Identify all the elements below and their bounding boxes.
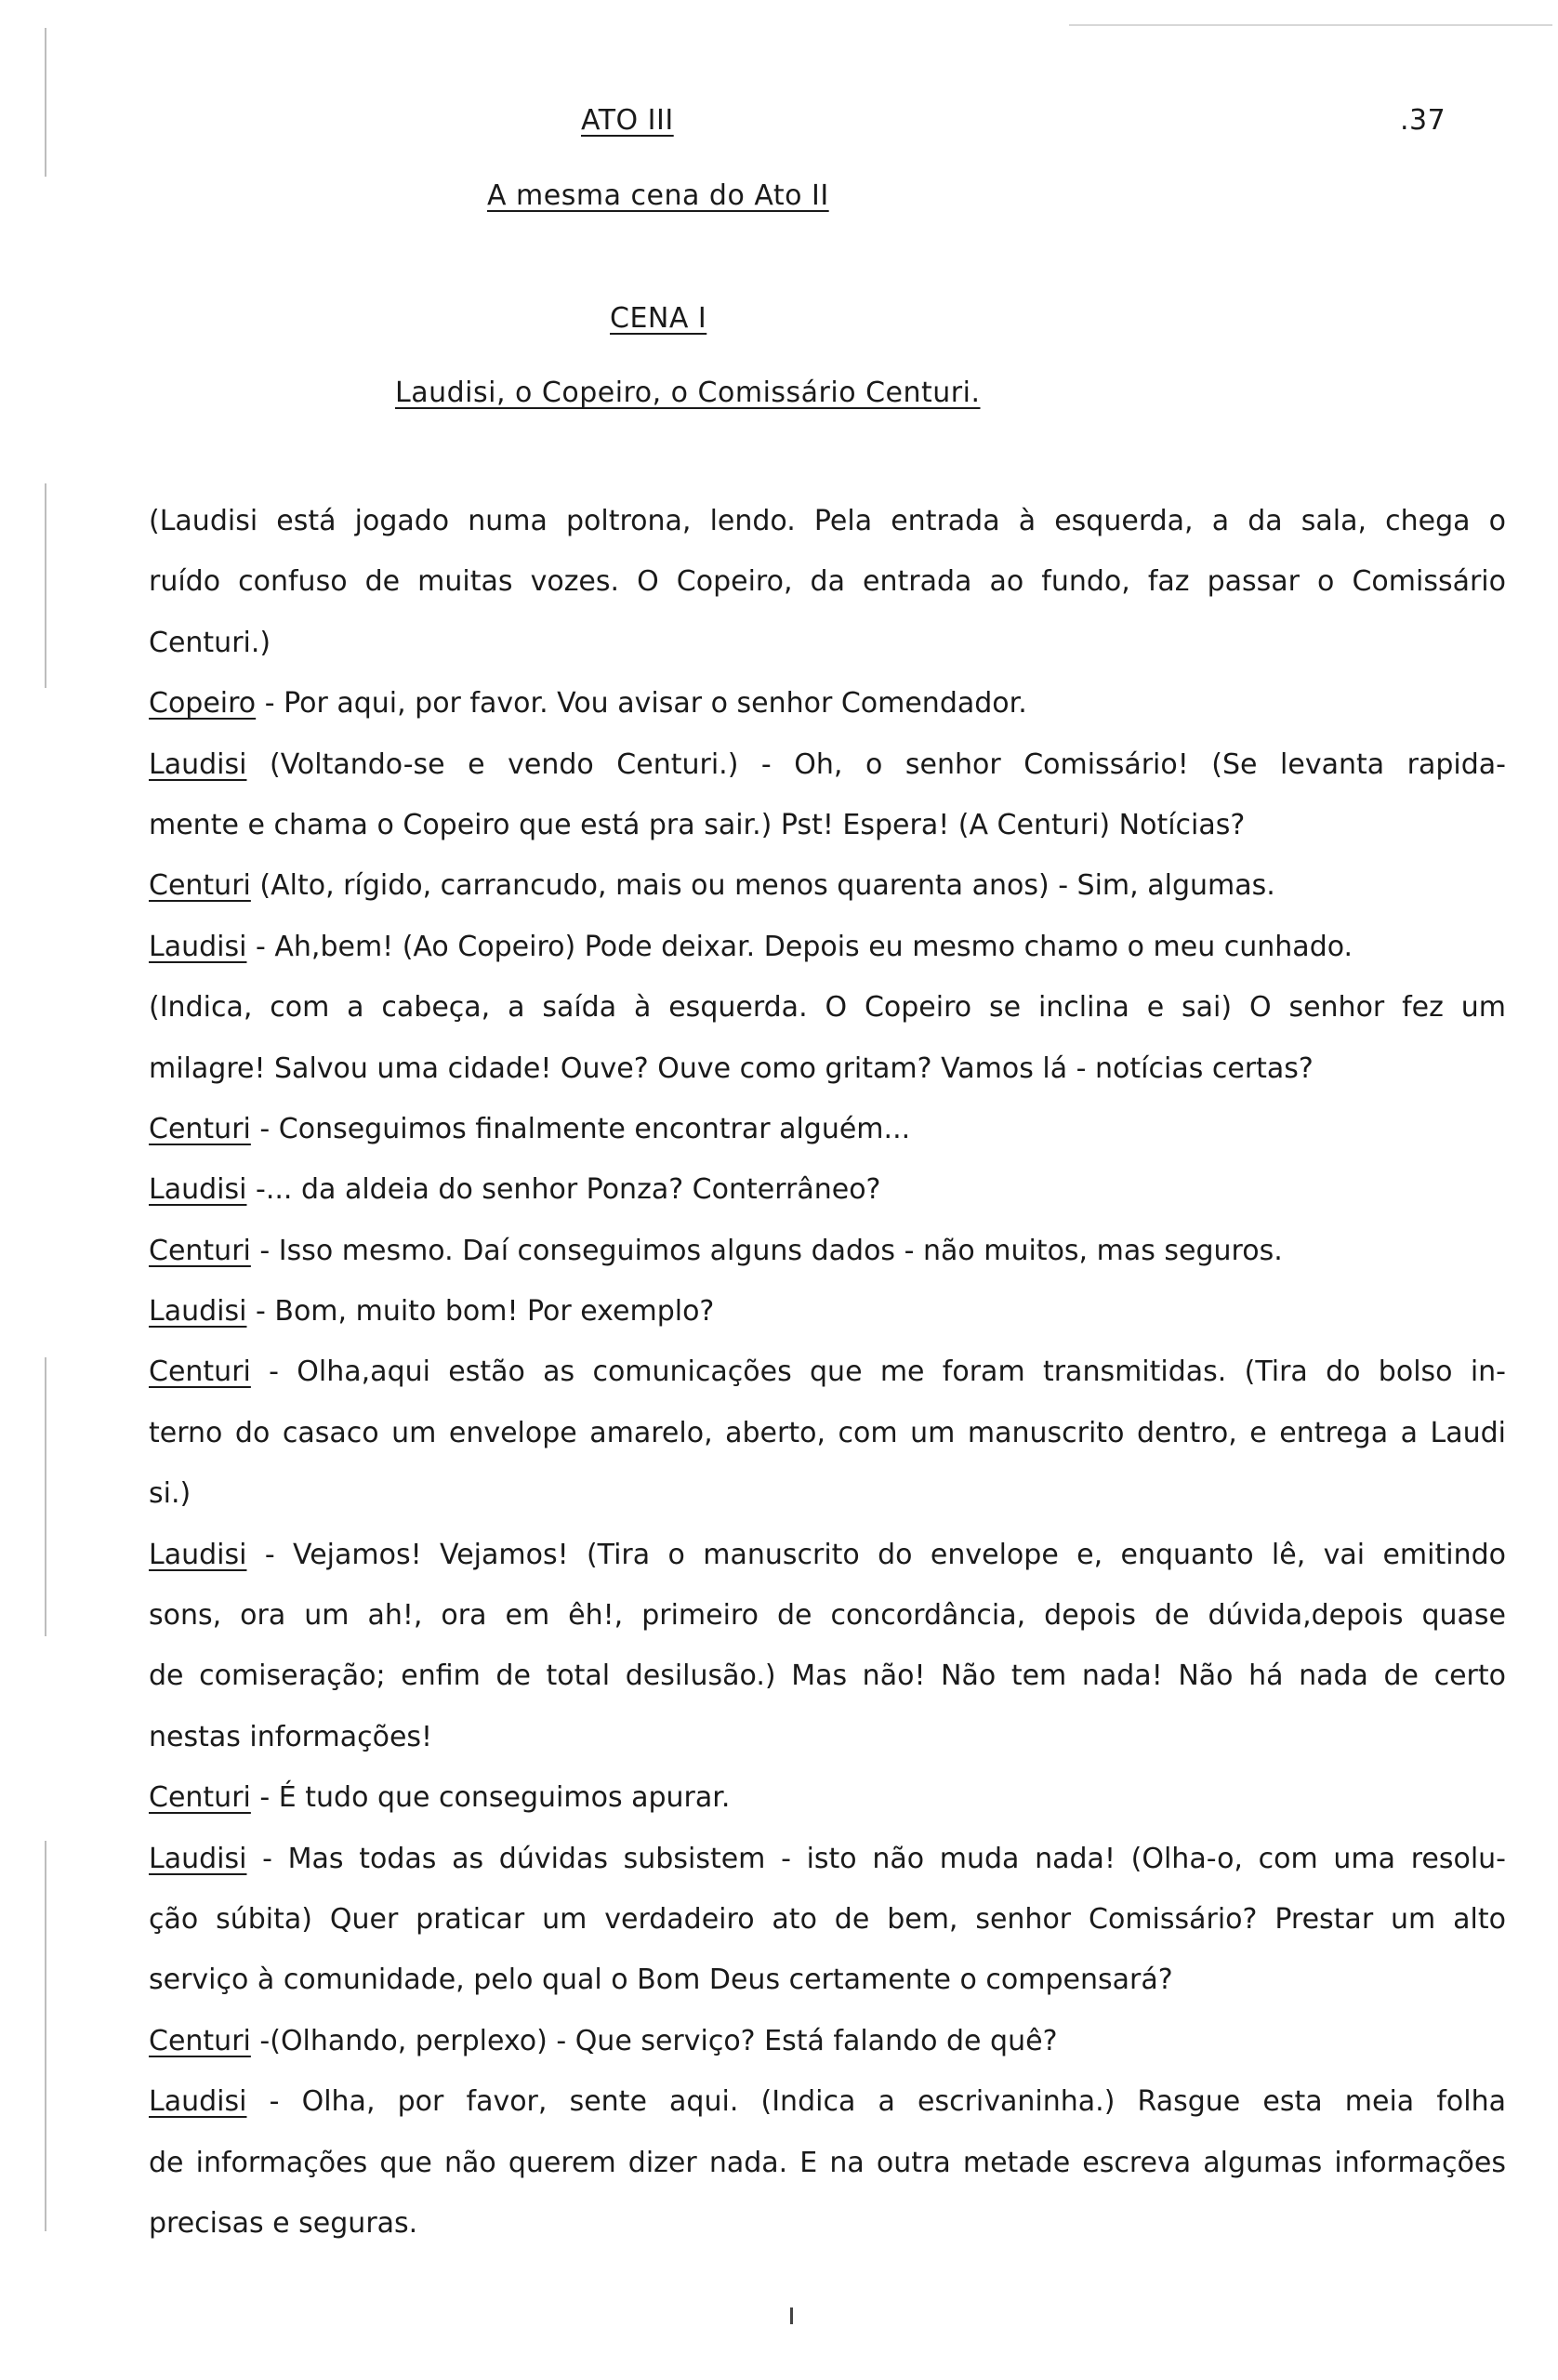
- speaker-name: Centuri: [149, 1112, 251, 1145]
- dialogue-line: [149, 1646, 1506, 1706]
- dialogue-line: [149, 2193, 1506, 2254]
- line-text: (Laudisi está jogado numa poltrona, lendo. Pela entrada à esquerda, a da sala, chega o: [149, 505, 1506, 537]
- line-text: - Conseguimos finalmente encontrar alguém...: [250, 1112, 911, 1145]
- line-text: nestas informações!: [149, 1720, 433, 1753]
- dialogue-line: [149, 795, 1506, 855]
- line-text: de informações que não querem dizer nada. E na outra metade escreva algumas informações: [149, 2146, 1506, 2179]
- line-text: (Indica, com a cabeça, a saída à esquerda. O Copeiro se inclina e sai) O senhor fez um: [149, 991, 1506, 1025]
- speaker-name: Centuri: [149, 2024, 251, 2057]
- line-text: ção súbita) Quer praticar um verdadeiro ato de bem, senhor Comissário? Prestar um alto: [149, 1902, 1506, 1936]
- scan-margin-mark: [45, 483, 46, 688]
- dialogue-line: [149, 1585, 1506, 1646]
- speaker-name: Laudisi: [149, 2085, 247, 2119]
- line-text: ruído confuso de muitas vozes. O Copeiro, da entrada ao fundo, faz passar o Comissário: [149, 565, 1506, 599]
- dialogue-line: [149, 613, 1506, 673]
- dialogue-line: [149, 977, 1506, 1038]
- scan-margin-mark: [45, 28, 46, 177]
- dialogue-line: [149, 1889, 1506, 1950]
- dialogue-line: [149, 1463, 1506, 1524]
- line-text: -... da aldeia do senhor Ponza? Conterrâneo?: [246, 1173, 881, 1207]
- scan-margin-mark: [45, 1841, 46, 2231]
- line-text: - É tudo que conseguimos apurar.: [250, 1781, 731, 1815]
- speaker-name: Centuri: [149, 1234, 251, 1267]
- speaker-name: Laudisi: [149, 1295, 247, 1329]
- line-text: Centuri.): [149, 626, 271, 659]
- scan-edge-line: [1069, 24, 1552, 26]
- line-text: (Voltando-se e vendo Centuri.) - Oh, o senhor Comissário! (Se levanta rapida-: [246, 747, 1506, 781]
- line-text: milagre! Salvou uma cidade! Ouve? Ouve como gritam? Vamos lá - notícias certas?: [149, 1051, 1314, 1085]
- speaker-name: Copeiro: [149, 687, 257, 721]
- speaker-name: Laudisi: [149, 747, 247, 781]
- line-text: terno do casaco um envelope amarelo, aberto, com um manuscrito dentro, e entrega a Laudi: [149, 1416, 1506, 1449]
- dialogue-line: [149, 1281, 1506, 1342]
- scan-artifact: [790, 2307, 793, 2324]
- line-text: - Vejamos! Vejamos! (Tira o manuscrito do envelope e, enquanto lê, vai emitindo: [246, 1538, 1506, 1571]
- line-text: de comiseração; enfim de total desilusão.) Mas não! Não tem nada! Não há nada de certo: [149, 1659, 1506, 1693]
- line-text: -(Olhando, perplexo) - Que serviço? Está falando de quê?: [250, 2024, 1058, 2057]
- characters-list: Laudisi, o Copeiro, o Comissário Centuri.: [395, 377, 981, 409]
- speaker-name: Centuri: [149, 1355, 251, 1389]
- dialogue-line: [149, 491, 1506, 551]
- speaker-name: Laudisi: [149, 1538, 247, 1571]
- dialogue-line: [149, 1707, 1506, 1767]
- speaker-name: Laudisi: [149, 1173, 247, 1207]
- dialogue-line: [149, 734, 1506, 795]
- line-text: precisas e seguras.: [149, 2206, 418, 2240]
- dialogue-line: [149, 1829, 1506, 1889]
- dialogue-line: [149, 551, 1506, 612]
- scan-margin-mark: [45, 1357, 46, 1636]
- dialogue-line: [149, 855, 1506, 916]
- line-text: sons, ora um ah!, ora em êh!, primeiro de concordância, depois de dúvida,depois quase: [149, 1599, 1506, 1633]
- speaker-name: Laudisi: [149, 1842, 247, 1875]
- dialogue-line: [149, 673, 1506, 734]
- dialogue-line: [149, 1403, 1506, 1463]
- scene-title: CENA I: [610, 302, 707, 335]
- act-title: ATO III: [581, 104, 674, 137]
- speaker-name: Laudisi: [149, 930, 247, 963]
- line-text: - Olha,aqui estão as comunicações que me foram transmitidas. (Tira do bolso in-: [250, 1355, 1506, 1389]
- line-text: - Ah,bem! (Ao Copeiro) Pode deixar. Depois eu mesmo chamo o meu cunhado.: [246, 930, 1353, 963]
- dialogue-line: [149, 2133, 1506, 2193]
- dialogue-line: [149, 1525, 1506, 1585]
- dialogue-line: [149, 2071, 1506, 2132]
- line-text: - Mas todas as dúvidas subsistem - isto não muda nada! (Olha-o, com uma resolu-: [246, 1842, 1506, 1875]
- setting-line: A mesma cena do Ato II: [487, 179, 829, 212]
- dialogue-line: [149, 1767, 1506, 1828]
- dialogue-line: [149, 917, 1506, 977]
- page-number: .37: [1400, 104, 1446, 137]
- speaker-name: Centuri: [149, 869, 251, 903]
- dialogue-line: [149, 1342, 1506, 1402]
- dialogue-line: [149, 2011, 1506, 2071]
- line-text: - Por aqui, por favor. Vou avisar o senhor Comendador.: [256, 687, 1027, 721]
- line-text: si.): [149, 1477, 191, 1511]
- line-text: - Isso mesmo. Daí conseguimos alguns dados - não muitos, mas seguros.: [250, 1234, 1283, 1267]
- dialogue-line: [149, 1159, 1506, 1220]
- line-text: - Bom, muito bom! Por exemplo?: [246, 1295, 715, 1329]
- line-text: serviço à comunidade, pelo qual o Bom Deus certamente o compensará?: [149, 1964, 1173, 1997]
- dialogue-line: [149, 1950, 1506, 2010]
- dialogue-body: [149, 491, 1506, 2254]
- line-text: - Olha, por favor, sente aqui. (Indica a escrivaninha.) Rasgue esta meia folha: [246, 2085, 1506, 2119]
- line-text: (Alto, rígido, carrancudo, mais ou menos quarenta anos) - Sim, algumas.: [250, 869, 1275, 903]
- dialogue-line: [149, 1099, 1506, 1159]
- dialogue-line: [149, 1221, 1506, 1281]
- dialogue-line: [149, 1038, 1506, 1099]
- line-text: mente e chama o Copeiro que está pra sair.) Pst! Espera! (A Centuri) Notícias?: [149, 808, 1246, 841]
- speaker-name: Centuri: [149, 1781, 251, 1815]
